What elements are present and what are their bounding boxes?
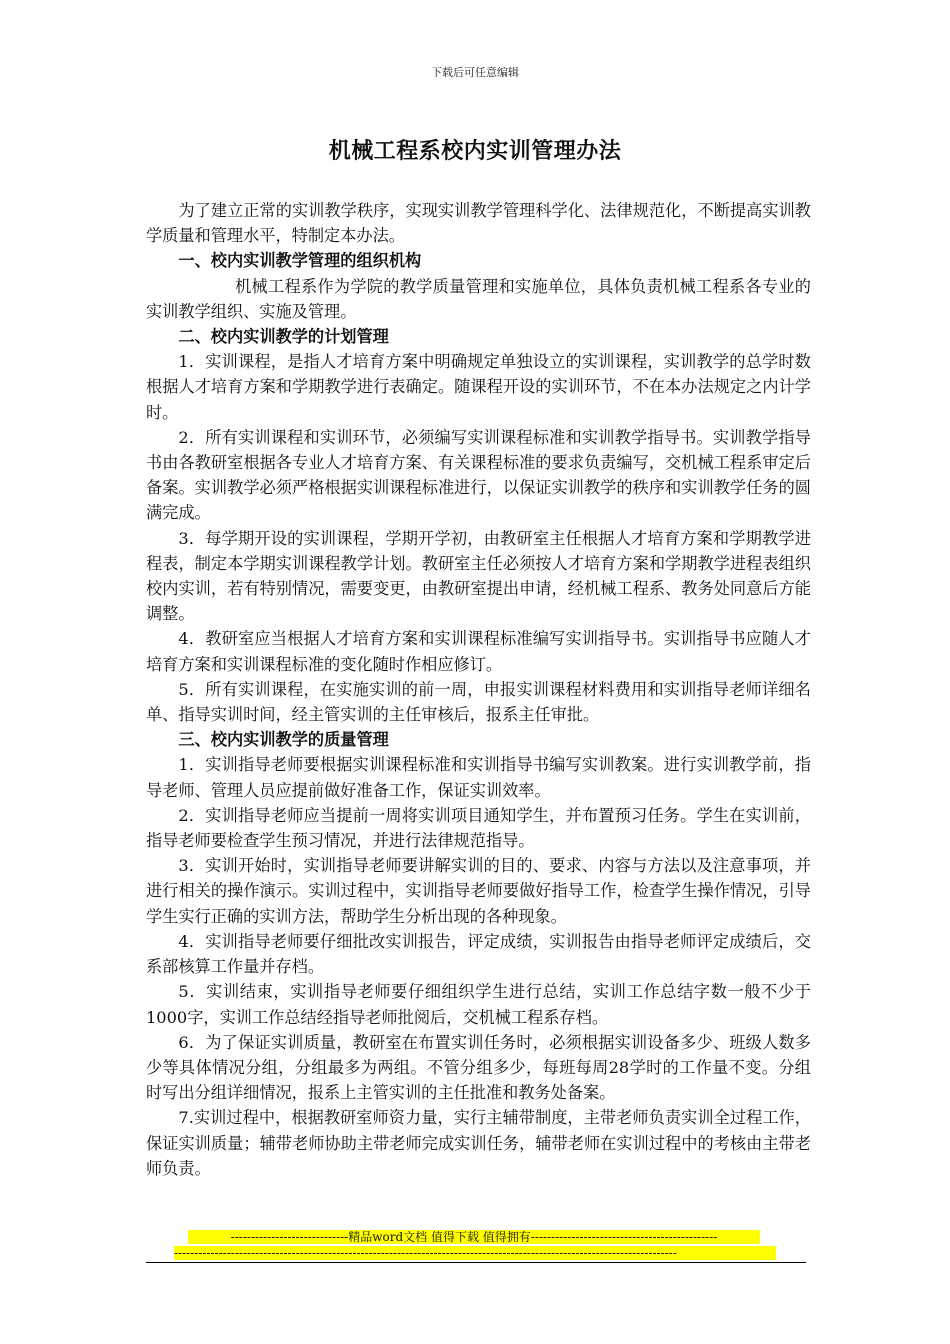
paragraph: 3．每学期开设的实训课程，学期开学初，由教研室主任根据人才培育方案和学期教学进程表，制定本学期实训课程教学计划。教研室主任必须按人才培育方案和学期教学进程表组织校内实训，若有特别情况，需要变更，由教研室提出申请，经机械工程系、教务处同意后方能调整。 <box>146 528 811 624</box>
footer-divider <box>146 1262 806 1263</box>
paragraph: 7.实训过程中，根据教研室师资力量，实行主辅带制度，主带老师负责实训全过程工作，保证实训质量；辅带老师协助主带老师完成实训任务，辅带老师在实训过程中的考核由主带老师负责。 <box>146 1108 811 1178</box>
paragraph: 1．实训课程，是指人才培育方案中明确规定单独设立的实训课程，实训教学的总学时数根据人才培育方案和学期教学进行表确定。随课程开设的实训环节，不在本办法规定之内计学时。 <box>146 352 811 422</box>
paragraph: 4．教研室应当根据人才培育方案和实训课程标准编写实训指导书。实训指导书应随人才培育方案和实训课程标准的变化随时作相应修订。 <box>146 629 811 674</box>
paragraph: 3．实训开始时，实训指导老师要讲解实训的目的、要求、内容与方法以及注意事项，并进行相关的操作演示。实训过程中，实训指导老师要做好指导工作，检查学生操作情况，引导学生实行正确的实训方法，帮助学生分析出现的各种现象。 <box>146 856 811 926</box>
section-heading: 一、校内实训教学管理的组织机构 <box>178 251 422 271</box>
section-heading: 三、校内实训教学的质量管理 <box>178 730 389 750</box>
paragraph: 1．实训指导老师要根据实训课程标准和实训指导书编写实训教案。进行实训教学前，指导老师、管理人员应提前做好准备工作，保证实训效率。 <box>146 755 811 800</box>
header-note: 下载后可任意编辑 <box>431 66 519 79</box>
document-title: 机械工程系校内实训管理办法 <box>328 138 622 164</box>
paragraph: 为了建立正常的实训教学秩序，实现实训教学管理科学化、法律规范化，不断提高实训教学质量和管理水平，特制定本办法。 <box>146 201 811 246</box>
paragraph: 5．实训结束，实训指导老师要仔细组织学生进行总结，实训工作总结字数一般不少于1000字，实训工作总结经指导老师批阅后，交机械工程系存档。 <box>146 982 811 1027</box>
paragraph: 6．为了保证实训质量，教研室在布置实训任务时，必须根据实训设备多少、班级人数多少等具体情况分组，分组最多为两组。不管分组多少，每班每周28学时的工作量不变。分组时写出分组详细情况，报系上主管实训的主任批准和教务处备案。 <box>146 1032 811 1103</box>
paragraph: 4．实训指导老师要仔细批改实训报告，评定成绩，实训报告由指导老师评定成绩后，交系部核算工作量并存档。 <box>146 931 811 977</box>
paragraph: 机械工程系作为学院的教学质量管理和实施单位，具体负责机械工程系各专业的实训教学组织、实施及管理。 <box>146 276 811 321</box>
footer-line-2: ---------------------------------------------------------------------------------------------------------------------------- <box>174 1246 776 1260</box>
section-heading: 二、校内实训教学的计划管理 <box>178 327 389 347</box>
document-body <box>146 198 811 1181</box>
paragraph: 5．所有实训课程，在实施实训的前一周，申报实训课程材料费用和实训指导老师详细名单、指导实训时间，经主管实训的主任审核后，报系主任审批。 <box>146 679 811 725</box>
footer-line-1: -----------------------------精品word文档 值得下载 值得拥有---------------------------------------------- <box>188 1230 760 1244</box>
paragraph: 2．所有实训课程和实训环节，必须编写实训课程标准和实训教学指导书。实训教学指导书由各教研室根据各专业人才培育方案、有关课程标准的要求负责编写，交机械工程系审定后备案。实训教学必须严格根据实训课程标准进行，以保证实训教学的秩序和实训教学任务的圆满完成。 <box>146 427 811 523</box>
paragraph: 2．实训指导老师应当提前一周将实训项目通知学生，并布置预习任务。学生在实训前，指导老师要检查学生预习情况，并进行法律规范指导。 <box>146 805 811 851</box>
